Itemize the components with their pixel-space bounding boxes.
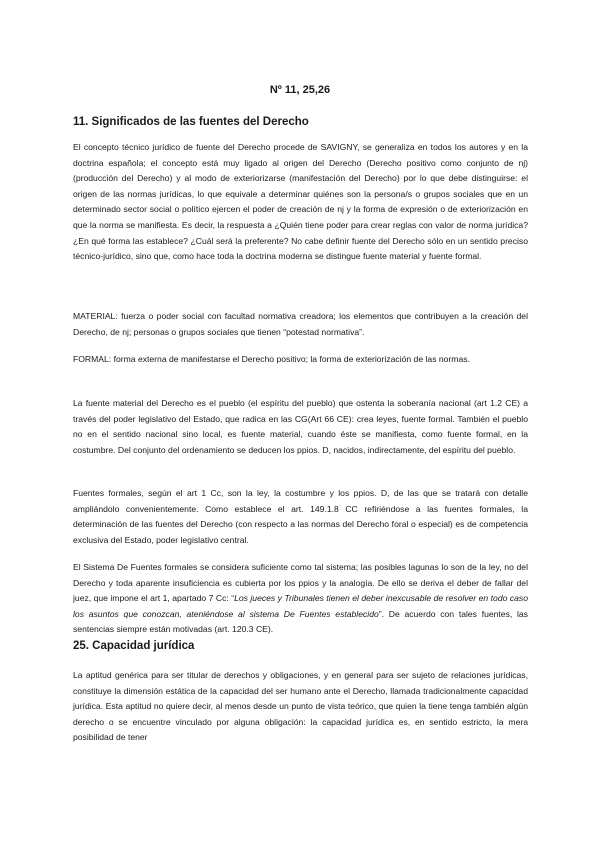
section-25-paragraph-1: La aptitud genérica para ser titular de derechos y obligaciones, y en general para ser sujeto de relaciones jurídicas, constituye la dimensión estática de la capacidad del ser humano ante el Derecho, llamada tradicionalmente capacidad jurídica. Esta aptitud no quiere decir, al menos desde un punto de vista teórico, que quien la tiene tenga también algún derecho o se encuentre vinculado por alguna obligación: la capacidad jurídica es, en sentido estricto, la mera posibilidad de tener <box>73 670 528 743</box>
article-quote: Los jueces y Tribunales tienen el deber inexcusable de resolver en todo caso los asuntos que conozcan, ateniéndose al sistema De Fuentes establecido <box>73 593 528 619</box>
paragraph-6-text-a: El Sistema De Fuentes formales se considera suficiente como tal sistema; las posibles lagunas lo son de la ley, no del Derecho y toda aparente insuficiencia es cubierta por los ppios y la analogía. De ello se deriva el deber de fallar del juez, que impone el art 1, apartado 7 Cc: “ <box>73 562 528 604</box>
paragraph-6-text-b: ”. De acuerdo con tales fuentes, las sentencias siempre están motivadas (art. 120.3 CE). <box>73 608 528 635</box>
document-title: Nº 11, 25,26 <box>269 84 331 96</box>
section-11-paragraph-6 <box>73 560 528 638</box>
section-11-paragraph-4: La fuente material del Derecho es el pueblo (el espíritu del pueblo) que ostenta la soberanía nacional (art 1.2 CE) a través del poder legislativo del Estado, que radica en las CG(Art 66 CE): crea leyes, fuente formal. También el pueblo no en el sentido nacional sino local, es fuente material, cuando éste se manifiesta, como fuente formal, en la costumbre. Del conjunto del ordenamiento se deducen los ppios. D, nacidos, indirectamente, del espíritu del pueblo. <box>73 398 528 455</box>
section-25-heading: 25. Capacidad jurídica <box>73 640 195 652</box>
section-11-paragraph-material: MATERIAL: fuerza o poder social con facultad normativa creadora; los elementos que contribuyen a la creación del Derecho, de nj; personas o grupos sociales que tienen “potestad normativa”. <box>73 311 528 337</box>
section-11-heading: 11. Significados de las fuentes del Derecho <box>73 116 309 128</box>
section-11-paragraph-5: Fuentes formales, según el art 1 Cc, son la ley, la costumbre y los ppios. D, de las que se tratará con detalle ampliándolo convenientemente. Como establece el art. 149.1.8 CC refiriéndose a las fuentes formales, la determinación de las fuentes del Derecho (con respecto a las normas del Derecho foral o especial) es de competencia exclusiva del Estado, poder legislativo central. <box>73 488 528 545</box>
section-11-paragraph-formal: FORMAL: forma externa de manifestarse el Derecho positivo; la forma de exteriorización de las normas. <box>73 354 470 364</box>
section-11-paragraph-1: El concepto técnico jurídico de fuente del Derecho procede de SAVIGNY, se generaliza en todos los autores y en la doctrina española; el concepto está muy ligado al origen del Derecho (Derecho positivo como conjunto de nj) (producción del Derecho) y al modo de exteriorizarse (manifestación del Derecho) por lo que debe distinguirse: el origen de las normas jurídicas, lo que equivale a determinar quiénes son la persona/s o grupos sociales que en un determinado sector social o político ejercen el poder de creación de nj y la forma de expresión o de exteriorización en que la norma se manifiesta. Es decir, la respuesta a ¿Quién tiene poder para crear reglas con valor de norma jurídica? ¿En qué forma las establece? ¿Cuál será la preferente? No cabe definir fuente del Derecho sólo en un sentido preciso técnico-jurídico, sino que, como hace toda la doctrina moderna se distingue fuente material y fuente formal. <box>73 142 528 262</box>
